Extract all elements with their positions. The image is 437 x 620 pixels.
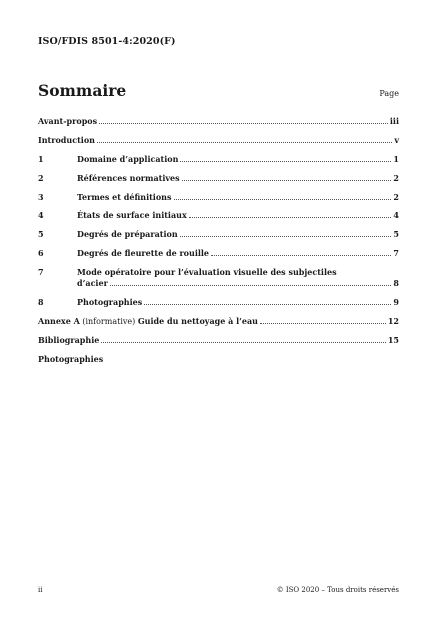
toc-entry-4[interactable] — [38, 210, 399, 221]
toc-entry-label: Photographies — [38, 353, 104, 364]
toc-entry-label-wrap — [77, 267, 399, 289]
toc-entry-number: 4 — [38, 210, 44, 221]
toc-entry-2[interactable] — [38, 173, 399, 184]
toc-entry-5[interactable] — [38, 229, 399, 240]
toc-entry-label-line2-row — [77, 278, 399, 289]
toc-entry-number: 3 — [38, 191, 44, 202]
table-of-contents — [38, 116, 399, 373]
toc-leader-dots — [110, 284, 392, 286]
toc-entry-6[interactable] — [38, 248, 399, 259]
toc-entry-label: Bibliographie — [38, 334, 100, 345]
toc-entry-number: 1 — [38, 153, 44, 164]
toc-entry-introduction[interactable] — [38, 135, 399, 146]
toc-entry-label: Références normatives — [77, 172, 180, 183]
toc-entry-page: 7 — [393, 248, 399, 259]
toc-entry-page: 12 — [387, 315, 399, 326]
toc-entry-number: 2 — [38, 172, 44, 183]
toc-entry-3[interactable] — [38, 192, 399, 203]
toc-leader-dots — [189, 216, 392, 218]
toc-leader-dots — [144, 303, 391, 305]
toc-entry-label: Degrés de préparation — [77, 229, 178, 240]
toc-entry-label-line2: d’acier — [77, 278, 108, 289]
toc-leader-dots — [260, 322, 386, 324]
toc-entry-8[interactable] — [38, 297, 399, 308]
toc-entry-label: États de surface initiaux — [77, 210, 187, 221]
toc-entry-page: v — [394, 134, 399, 145]
toc-entry-number: 5 — [38, 229, 44, 240]
title-row — [38, 76, 399, 100]
footer-copyright: © ISO 2020 – Tous droits réservés — [276, 586, 399, 594]
toc-entry-7[interactable] — [38, 267, 399, 289]
toc-entry-page: 2 — [393, 172, 399, 183]
toc-entry-label: Introduction — [38, 134, 95, 145]
toc-entry-label — [38, 316, 258, 327]
toc-entry-annexe-a[interactable] — [38, 316, 399, 327]
toc-entry-avant-propos[interactable] — [38, 116, 399, 127]
toc-entry-label: Degrés de fleurette de rouille — [77, 248, 210, 259]
toc-entry-page: 4 — [393, 210, 399, 221]
toc-entry-page: 5 — [393, 229, 399, 240]
toc-entry-label-line1: Mode opératoire pour l’évaluation visuelle des subjectiles — [77, 267, 337, 278]
toc-entry-label: Domaine d’application — [77, 153, 179, 164]
toc-entry-number: 7 — [38, 267, 44, 278]
page-column-label: Page — [379, 89, 399, 98]
toc-entry-photographies-annex[interactable] — [38, 354, 399, 365]
toc-leader-dots — [101, 341, 386, 343]
document-id: ISO/FDIS 8501-4:2020(F) — [38, 36, 176, 47]
toc-leader-dots — [180, 235, 392, 237]
toc-entry-label: Photographies — [77, 297, 143, 308]
toc-leader-dots — [99, 122, 388, 124]
toc-leader-dots — [182, 179, 392, 181]
page-title: Sommaire — [38, 81, 127, 100]
toc-entry-page: 1 — [393, 153, 399, 164]
toc-entry-1[interactable] — [38, 154, 399, 165]
toc-entry-bibliographie[interactable] — [38, 335, 399, 346]
toc-leader-dots — [180, 160, 391, 162]
toc-entry-number: 8 — [38, 297, 44, 308]
toc-entry-page: 15 — [387, 334, 399, 345]
page-footer — [38, 586, 399, 594]
toc-leader-dots — [211, 254, 391, 256]
toc-leader-dots — [97, 141, 392, 143]
toc-leader-dots — [174, 198, 392, 200]
toc-entry-page: 2 — [393, 191, 399, 202]
toc-entry-page: 9 — [393, 297, 399, 308]
toc-entry-label: Avant-propos — [38, 116, 98, 126]
annex-title: Guide du nettoyage à l’eau — [137, 315, 258, 326]
toc-entry-page: iii — [389, 116, 399, 126]
annex-id: Annexe A — [38, 315, 80, 326]
toc-entry-number: 6 — [38, 248, 44, 259]
footer-page-number: ii — [38, 586, 43, 594]
toc-entry-label: Termes et définitions — [77, 191, 172, 202]
toc-entry-page: 8 — [393, 278, 399, 289]
annex-type: (informative) — [79, 316, 138, 326]
